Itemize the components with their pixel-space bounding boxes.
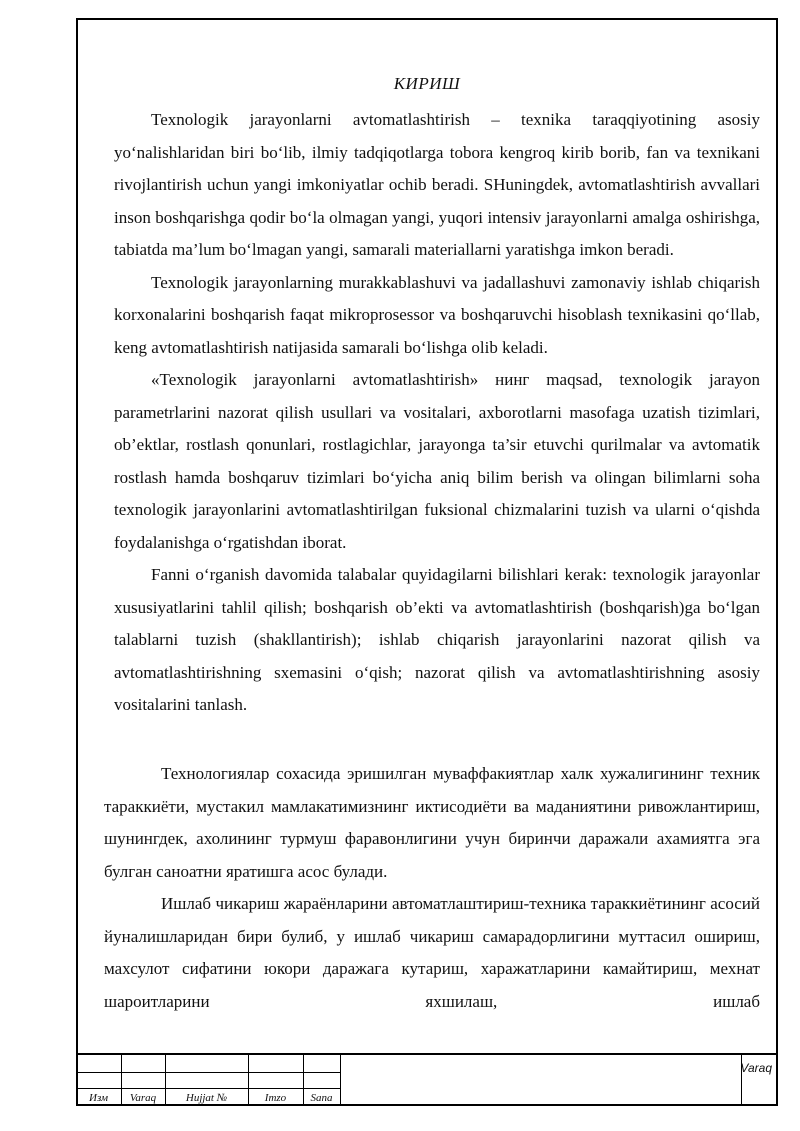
stamp-row-line bbox=[76, 1088, 340, 1089]
stamp-label-varaq: Varaq bbox=[129, 1092, 157, 1104]
paragraph: Ишлаб чикариш жараёнларини автоматлаштириш-техника тараккиётининг асосий йуналишларидан бири булиб, у ишлаб чикариш самарадорлигини муттасил ошириш, махсулот сифатини юкори даражага кутариш, харажатларини камайтириш, мехнат шароитларини яхшилаш, ишлаб bbox=[104, 894, 760, 1011]
title-block bbox=[76, 1053, 778, 1106]
document-title: КИРИШ bbox=[393, 74, 461, 93]
stamp-divider bbox=[340, 1055, 341, 1106]
stamp-label-sana: Sana bbox=[310, 1092, 333, 1104]
stamp-row-line bbox=[76, 1072, 340, 1073]
stamp-sheet-label: Varaq bbox=[740, 1061, 772, 1075]
stamp-label-izm: Изм bbox=[89, 1092, 108, 1104]
body-cyrillic bbox=[104, 758, 760, 1018]
body-latin bbox=[114, 104, 760, 722]
paragraph: Texnologik jarayonlarning murakkablashuvi va jadallashuvi zamonaviy ishlab chiqarish korxonalarini boshqarish faqat mikroprosessor va boshqaruvchi hisoblash texnikasini qo‘llab, keng avtomatlashtirish natijasida samarali bo‘lishga olib keladi. bbox=[114, 272, 760, 357]
paragraph: Texnologik jarayonlarni avtomatlashtirish – texnika taraqqiyotining asosiy yo‘nalishlaridan biri bo‘lib, ilmiy tadqiqotlarga tobora kengroq kirib borib, fan va texnikani rivojlantirish uchun yangi imkoniyatlar ochib beradi. SHuningdek, avtomatlashtirish avvallari inson boshqarishga qodir bo‘la olmagan yangi, yuqori intensiv jarayonlarni amalga oshirishga, tabiatda ma’lum bo‘lmagan yangi, samarali materiallarni yaratishga imkon beradi. bbox=[114, 110, 760, 259]
paragraph: «Texnologik jarayonlarni avtomatlashtirish» нинг maqsad, texnologik jarayon parametrlarini nazorat qilish usullari va vositalari, axborotlarni masofaga uzatish tizimlari, ob’ektlar, rostlash qonunlari, rostlagichlar, jarayonga ta’sir etuvchi qurilmalar va avtomatik rostlash hamda boshqaruv tizimlari bo‘yicha aniq bilim berish va olingan bilimlarni soha texnologik jarayonlarini avtomatlashtirilgan fuksional chizmalarini tuzish va ularni o‘qishda foydalanishga o‘rgatishdan iborat. bbox=[114, 370, 760, 552]
stamp-label-hujjat: Hujjat № bbox=[185, 1092, 228, 1104]
paragraph: Fanni o‘rganish davomida talabalar quyidagilarni bilishlari kerak: texnologik jarayonlar xususiyatlarini tahlil qilish; boshqarish ob’ekti va avtomatlashtirish (boshqarish)ga bo‘lgan talablarni tuzish (shakllantirish); ishlab chiqarish jarayonlarini nazorat qilish va avtomatlashtirishning sxemasini o‘qish; nazorat qilish va avtomatlashtirishning asosiy vositalarini tanlash. bbox=[114, 565, 760, 714]
paragraph: Технологиялар сохасида эришилган муваффакиятлар халк хужалигининг техник тараккиёти, мустакил мамлакатимизнинг иктисодиёти ва маданиятини ривожлантириш, шунингдек, ахолининг турмуш фаравонлигини учун биринчи даражали ахамиятга эга булган саноатни яратишга асос булади. bbox=[104, 764, 760, 881]
stamp-label-imzo: Imzo bbox=[264, 1092, 287, 1104]
